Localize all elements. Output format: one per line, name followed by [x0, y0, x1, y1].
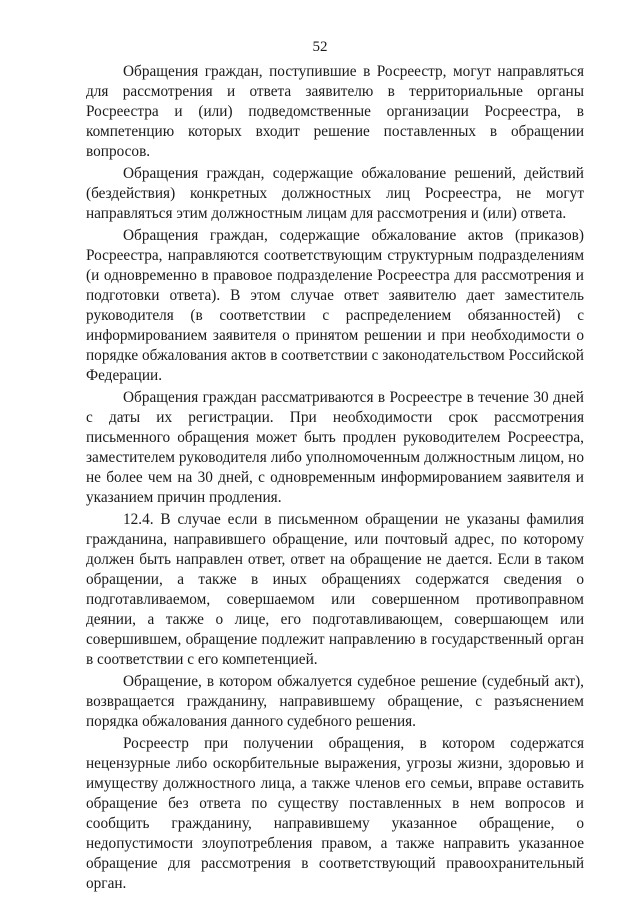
paragraph-offensive-appeals: Росреестр при получении обращения, в котором содержатся нецензурные либо оскорбительные выражения, угрозы жизни, здоровью и имуществу должностного лица, а также членов его семьи, вправе оставить обращение без ответа по существу поставленных в нем вопросов и сообщить гражданину, направившему указанное обращение, о недопустимости злоупотребления правом, а также направить указанное обращение для рассмотрения в соответствующий правоохранительный орган. — [86, 735, 584, 892]
paragraph-review-period: Обращения граждан рассматриваются в Росреестре в течение 30 дней с даты их регистрации. При необходимости срок рассмотрения письменного обращения может быть продлен руководителем Росреестра, заместителем руководителя либо уполномоченным должностным лицом, но не более чем на 30 дней, с одновременным информированием заявителя и указанием причин продления. — [86, 389, 584, 506]
paragraph-12-4-anonymous-appeals: 12.4. В случае если в письменном обращении не указаны фамилия гражданина, направившего обращение, или почтовый адрес, по которому должен быть направлен ответ, ответ на обращение не дается. Если в таком обращении, а также в иных обращениях содержатся сведения о подготавливаемом, совершаемом или совершенном противоправном деянии, а также о лице, его подготавливающем, совершающем или совершившем, обращение подлежит направлению в государственный орган в соответствии с его компетенцией. — [86, 511, 584, 668]
paragraph-court-decision-appeals: Обращение, в котором обжалуется судебное решение (судебный акт), возвращается гражданину, направившему обращение, с разъяснением порядка обжалования данного судебного решения. — [86, 673, 584, 730]
paragraph-appeal-of-acts: Обращения граждан, содержащие обжалование актов (приказов) Росреестра, направляются соответствующим структурным подразделениям (и одновременно в правовое подразделение Росреестра для рассмотрения и подготовки ответа). В этом случае ответ заявителю дает заместитель руководителя (в соответствии с распределением обязанностей) с информированием заявителя о принятом решении и при необходимости о порядке обжалования актов в соответствии с законодательством Российской Федерации. — [86, 227, 584, 384]
page-number: 52 — [312, 39, 328, 55]
paragraph-appeal-of-officials-actions: Обращения граждан, содержащие обжалование решений, действий (бездействия) конкретных должностных лиц Росреестра, не могут направляться этим должностным лицам для рассмотрения и (или) ответа. — [86, 165, 584, 222]
paragraph-referral-to-territorial-bodies: Обращения граждан, поступившие в Росреестр, могут направляться для рассмотрения и ответа заявителю в территориальные органы Росреестра и (или) подведомственные организации Росреестра, в компетенцию которых входит решение поставленных в обращении вопросов. — [86, 63, 584, 160]
document-body — [86, 62, 584, 894]
